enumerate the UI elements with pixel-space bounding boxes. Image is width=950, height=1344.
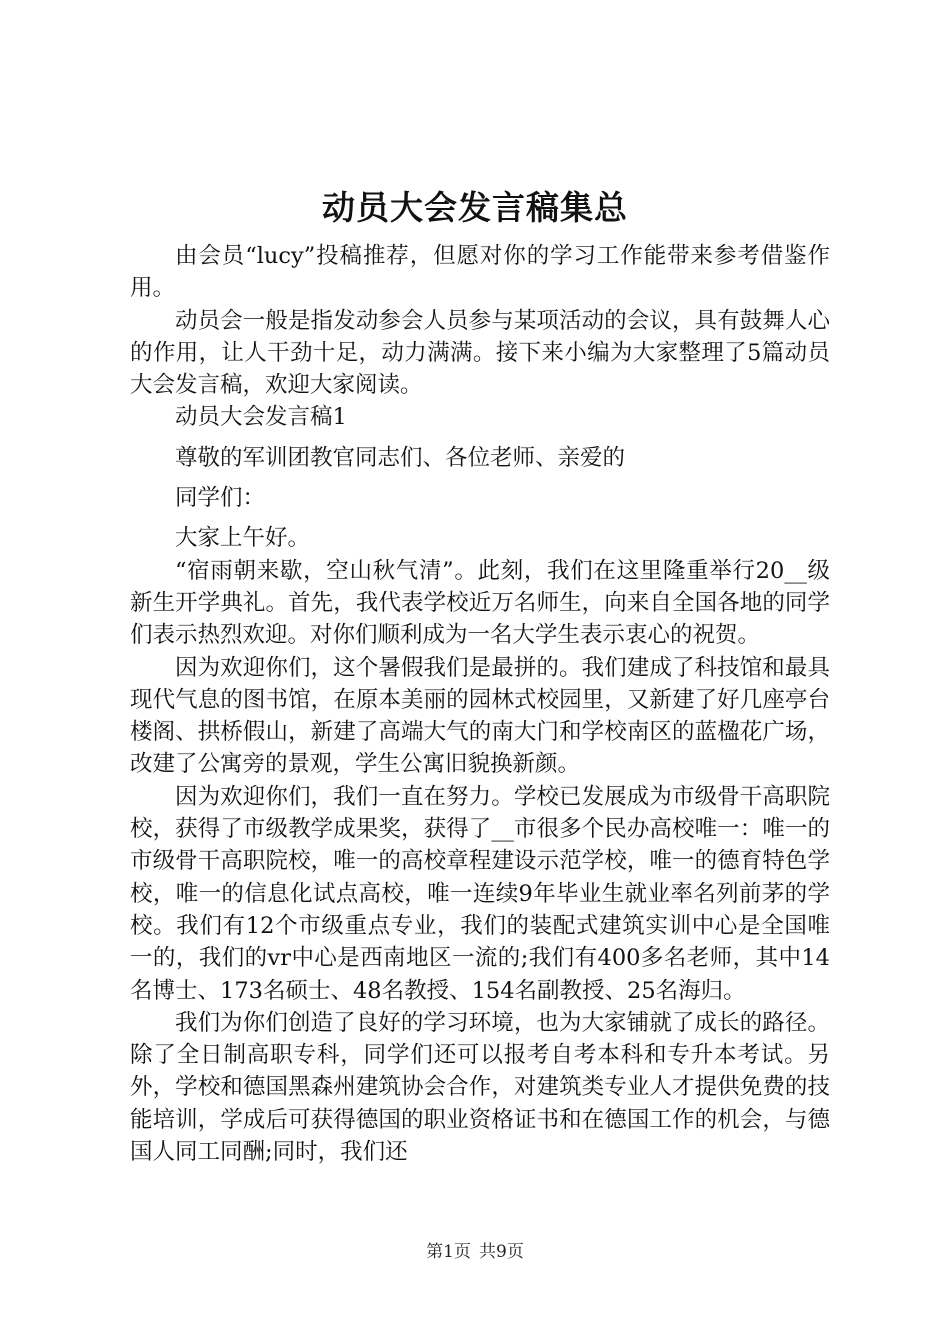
section-heading-speech-1: 动员大会发言稿1 <box>175 404 347 431</box>
page-footer <box>0 1241 950 1263</box>
paragraph-salutation: 尊敬的军训团教官同志们、各位老师、亲爱的 <box>175 444 626 471</box>
page-number-total: 共9页 <box>479 1242 524 1262</box>
page-number-current: 第1页 <box>426 1242 471 1262</box>
paragraph-intro-note: 由会员“lucy”投稿推荐，但愿对你的学习工作能带来参考借鉴作用。 <box>130 243 830 302</box>
paragraph-salutation-continued: 同学们： <box>175 485 266 512</box>
paragraph-school-achievements: 因为欢迎你们，我们一直在努力。学校已发展成为市级骨干高职院校，获得了市级教学成果奖，获得了__市很多个民办高校唯一：唯一的市级骨干高职院校，唯一的高校章程建设示范学校，唯一的德育特色学校，唯一的信息化试点高校，唯一连续9年毕业生就业率名列前茅的学校。我们有12个市级重点专业，我们的装配式建筑实训中心是全国唯一的，我们的vr中心是西南地区一流的;我们有400多名老师，其中14名博士、173名硕士、48名教授、154名副教授、25名海归。 <box>130 783 830 1004</box>
document-title: 动员大会发言稿集总 <box>322 188 628 227</box>
paragraph-intro-description: 动员会一般是指发动参会人员参与某项活动的会议，具有鼓舞人心的作用，让人干劲十足，动力满满。接下来小编为大家整理了5篇动员大会发言稿，欢迎大家阅读。 <box>130 307 830 399</box>
paragraph-greeting: 大家上午好。 <box>175 525 311 552</box>
paragraph-learning-environment: 我们为你们创造了良好的学习环境，也为大家铺就了成长的路径。除了全日制高职专科，同学们还可以报考自考本科和专升本考试。另外，学校和德国黑森州建筑协会合作，对建筑类专业人才提供免费的技能培训，学成后可获得德国的职业资格证书和在德国工作的机会，与德国人同工同酬;同时，我们还 <box>130 1009 830 1166</box>
paragraph-campus-construction: 因为欢迎你们，这个暑假我们是最拼的。我们建成了科技馆和最具现代气息的图书馆，在原本美丽的园林式校园里，又新建了好几座亭台楼阁、拱桥假山，新建了高端大气的南大门和学校南区的蓝楹花广场，改建了公寓旁的景观，学生公寓旧貌换新颜。 <box>130 654 830 778</box>
paragraph-opening: “宿雨朝来歇，空山秋气清”。此刻，我们在这里隆重举行20__级新生开学典礼。首先，我代表学校近万名师生，向来自全国各地的同学们表示热烈欢迎。对你们顺利成为一名大学生表示衷心的祝贺。 <box>130 557 830 649</box>
document-body <box>130 240 830 1168</box>
